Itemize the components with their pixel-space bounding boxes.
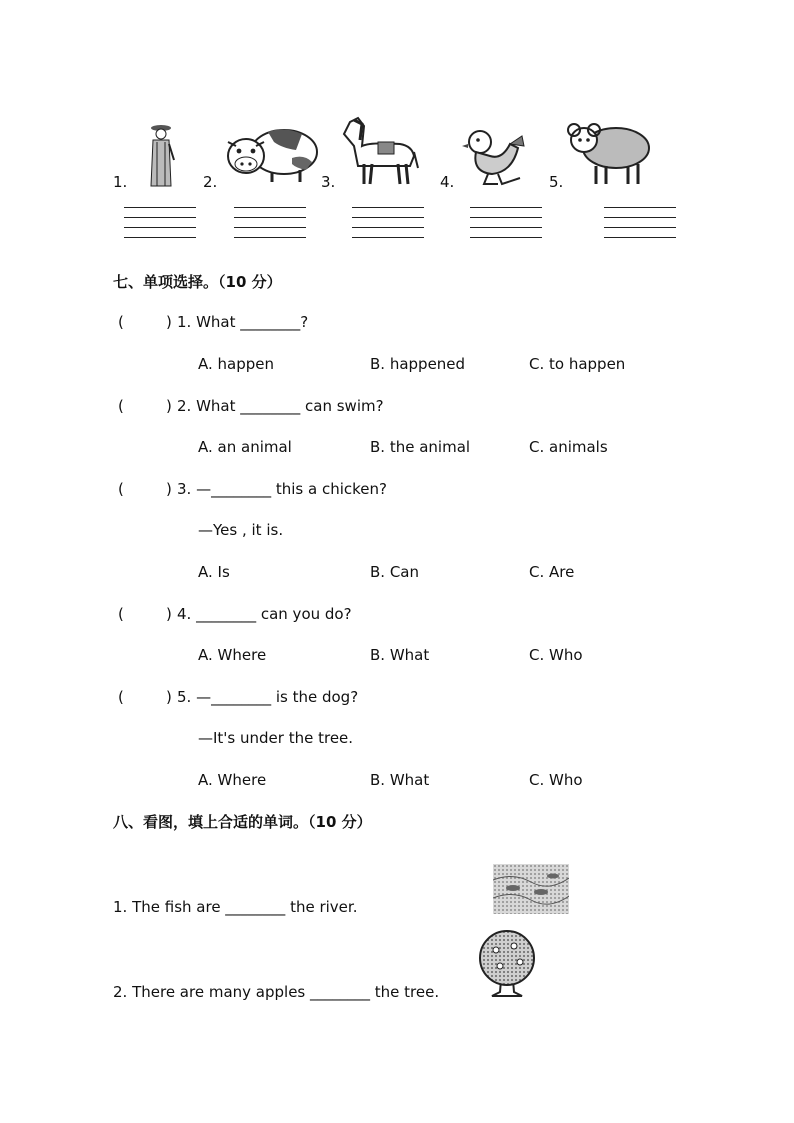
option-a: A. Where — [198, 771, 267, 789]
option-b: B. the animal — [370, 438, 471, 456]
option-a: A. Where — [198, 646, 267, 664]
dialogue-answer: —It's under the tree. — [198, 729, 354, 747]
option-c: C. Who — [529, 771, 583, 789]
option-c: C. Who — [529, 646, 583, 664]
duck-icon — [462, 126, 530, 188]
option-b: B. happened — [370, 355, 466, 373]
option-a: A. happen — [198, 355, 275, 373]
river-fish-icon — [493, 864, 569, 914]
option-b: B. Can — [370, 563, 419, 581]
writing-lines — [124, 207, 196, 247]
item-number: 5. — [549, 173, 564, 191]
writing-lines — [352, 207, 424, 247]
option-c: C. to happen — [529, 355, 626, 373]
apple-tree-icon — [474, 930, 540, 998]
writing-lines — [234, 207, 306, 247]
question-stem: 3. —________ this a chicken? — [177, 480, 387, 498]
item-number: 2. — [203, 173, 218, 191]
writing-lines — [604, 207, 676, 247]
option-a: A. an animal — [198, 438, 292, 456]
option-b: B. What — [370, 646, 430, 664]
fill-in-sentence-1: 1. The fish are ________ the river. — [113, 898, 358, 916]
fill-in-sentence-2: 2. There are many apples ________ the tree. — [113, 983, 440, 1001]
question-stem: 4. ________ can you do? — [177, 605, 352, 623]
question-stem: 2. What ________ can swim? — [177, 397, 384, 415]
sheep-icon — [566, 118, 652, 188]
section-8-title: 八、看图，填上合适的单词。（10 分） — [113, 813, 372, 831]
cow-icon — [224, 124, 320, 186]
option-b: B. What — [370, 771, 430, 789]
option-c: C. animals — [529, 438, 608, 456]
option-c: C. Are — [529, 563, 575, 581]
person-icon — [143, 122, 179, 188]
dialogue-answer: —Yes , it is. — [198, 521, 284, 539]
question-stem: 1. What ________? — [177, 313, 309, 331]
item-number: 4. — [440, 173, 455, 191]
question-stem: 5. —________ is the dog? — [177, 688, 359, 706]
option-a: A. Is — [198, 563, 230, 581]
writing-lines — [470, 207, 542, 247]
item-number: 1. — [113, 173, 128, 191]
item-number: 3. — [321, 173, 336, 191]
horse-icon — [340, 116, 420, 188]
section-7-title: 七、单项选择。（10 分） — [113, 273, 282, 291]
